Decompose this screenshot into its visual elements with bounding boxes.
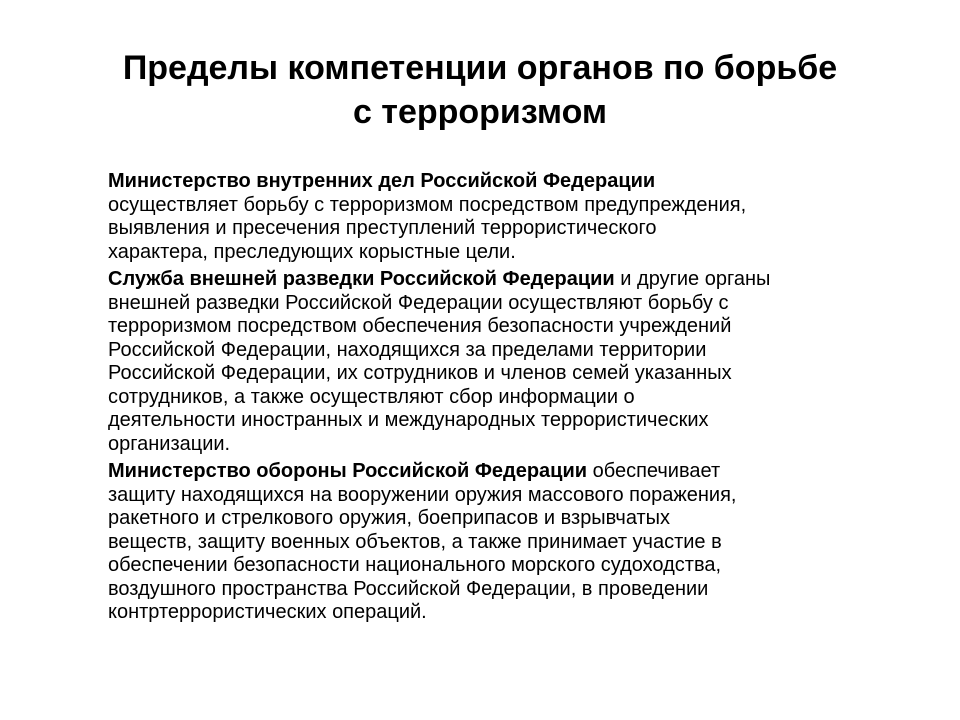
paragraph-line: воздушного пространства Российской Федерации, в проведении — [108, 577, 709, 600]
paragraph-line: терроризмом посредством обеспечения безопасности учреждений — [108, 315, 732, 337]
paragraph-line: Российской Федерации, находящихся за пределами территории — [108, 338, 707, 361]
slide-body — [108, 170, 908, 629]
slide-title-line-1: Пределы компетенции органов по борьбе — [122, 49, 838, 87]
paragraph-lead-rest: обеспечивает — [587, 460, 721, 482]
slide-title-line-2: с терроризмом — [352, 93, 608, 131]
paragraph-line: веществ, защиту военных объектов, а также принимает участие в — [108, 530, 722, 553]
paragraph-line — [108, 268, 908, 292]
paragraph-svr — [108, 268, 908, 456]
paragraph-line: организации. — [108, 432, 231, 455]
paragraph-line: контртеррористических операций. — [108, 601, 427, 623]
paragraph-line — [108, 460, 908, 484]
paragraph-line: ракетного и стрелкового оружия, боеприпасов и взрывчатых — [108, 507, 671, 529]
paragraph-line: сотрудников, а также осуществляют сбор информации о — [108, 385, 635, 408]
paragraph-line: обеспечении безопасности национального морского судоходства, — [108, 554, 722, 576]
paragraph-line: Российской Федерации, их сотрудников и членов семей указанных — [108, 362, 732, 384]
paragraph-lead: Министерство внутренних дел Российской Федерации — [108, 170, 656, 192]
paragraph-lead: Служба внешней разведки Российской Федерации — [108, 268, 615, 290]
paragraph-line: характера, преследующих корыстные цели. — [108, 240, 516, 263]
paragraph-mvd — [108, 170, 908, 264]
paragraph-lead: Министерство обороны Российской Федерации — [108, 460, 588, 482]
paragraph-line: внешней разведки Российской Федерации осуществляют борьбу с — [108, 291, 729, 314]
paragraph-line: выявления и пресечения преступлений террористического — [108, 217, 657, 239]
paragraph-lead-rest: и другие органы — [614, 268, 771, 290]
paragraph-mo — [108, 460, 908, 625]
slide-title — [40, 46, 920, 134]
paragraph-line: осуществляет борьбу с терроризмом посредством предупреждения, — [108, 193, 747, 216]
paragraph-line: деятельности иностранных и международных террористических — [108, 409, 709, 431]
paragraph-line — [108, 170, 908, 194]
paragraph-line: защиту находящихся на вооружении оружия массового поражения, — [108, 483, 737, 506]
